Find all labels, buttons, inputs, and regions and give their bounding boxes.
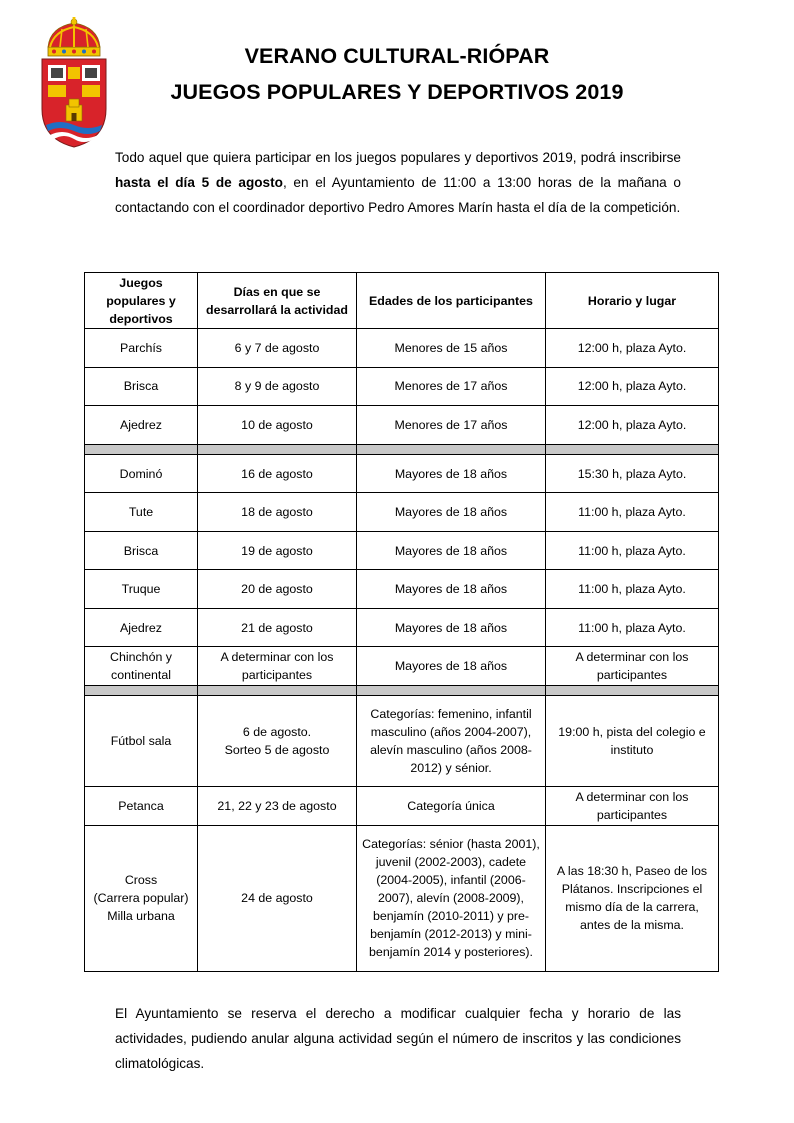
cell-dates: 21 de agosto	[198, 608, 357, 647]
cell-dates: 6 y 7 de agosto	[198, 329, 357, 368]
cell-ages: Mayores de 18 años	[357, 493, 546, 532]
separator-cell	[198, 685, 357, 695]
cell-dates: 19 de agosto	[198, 531, 357, 570]
table-row	[85, 570, 719, 609]
separator-cell	[357, 444, 546, 454]
table-separator-row	[85, 685, 719, 695]
cell-time-place: 12:00 h, plaza Ayto.	[546, 367, 719, 406]
cell-ages: Mayores de 18 años	[357, 531, 546, 570]
cell-ages: Mayores de 18 años	[357, 647, 546, 686]
intro-deadline: hasta el día 5 de agosto	[115, 175, 283, 190]
cell-ages: Mayores de 18 años	[357, 570, 546, 609]
intro-paragraph	[115, 145, 681, 220]
header-games: Juegos populares y deportivos	[85, 273, 198, 329]
cell-game: Chinchón y continental	[85, 647, 198, 686]
games-schedule-table	[84, 272, 719, 972]
cell-dates: 8 y 9 de agosto	[198, 367, 357, 406]
cell-ages: Menores de 17 años	[357, 367, 546, 406]
cell-dates: 6 de agosto. Sorteo 5 de agosto	[198, 696, 357, 787]
cell-dates: 10 de agosto	[198, 406, 357, 445]
separator-cell	[85, 685, 198, 695]
cell-ages: Categorías: sénior (hasta 2001), juvenil (2002-2003), cadete (2004-2005), infantil (2006-2007), alevín (2008-2009), benjamín (2010-2011) y pre-benjamín (2012-2013) y mini-benjamín 2014 y posteriores).	[357, 825, 546, 971]
separator-cell	[357, 685, 546, 695]
table-row	[85, 696, 719, 787]
table-row	[85, 406, 719, 445]
header-ages: Edades de los participantes	[357, 273, 546, 329]
table-row	[85, 493, 719, 532]
cell-game: Truque	[85, 570, 198, 609]
cell-time-place: 19:00 h, pista del colegio e instituto	[546, 696, 719, 787]
table-row	[85, 367, 719, 406]
table-separator-row	[85, 444, 719, 454]
cell-game: Brisca	[85, 531, 198, 570]
header-time-place: Horario y lugar	[546, 273, 719, 329]
cell-ages: Menores de 17 años	[357, 406, 546, 445]
cell-time-place: 12:00 h, plaza Ayto.	[546, 329, 719, 368]
cell-ages: Mayores de 18 años	[357, 454, 546, 493]
cell-time-place: 12:00 h, plaza Ayto.	[546, 406, 719, 445]
cell-time-place: 11:00 h, plaza Ayto.	[546, 570, 719, 609]
table-row	[85, 454, 719, 493]
disclaimer-paragraph: El Ayuntamiento se reserva el derecho a modificar cualquier fecha y horario de las actividades, pudiendo anular alguna actividad según el número de inscritos y las condiciones climatológicas.	[115, 1006, 681, 1071]
table-header-row	[85, 273, 719, 329]
cell-game: Fútbol sala	[85, 696, 198, 787]
cell-dates: 18 de agosto	[198, 493, 357, 532]
cell-ages: Categoría única	[357, 787, 546, 826]
cell-game: Cross (Carrera popular) Milla urbana	[85, 825, 198, 971]
table-row	[85, 531, 719, 570]
cell-time-place: 11:00 h, plaza Ayto.	[546, 493, 719, 532]
cell-time-place: A las 18:30 h, Paseo de los Plátanos. Inscripciones el mismo día de la carrera, antes de la misma.	[546, 825, 719, 971]
table-row	[85, 787, 719, 826]
cell-time-place: A determinar con los participantes	[546, 787, 719, 826]
page-title-line-2: JUEGOS POPULARES Y DEPORTIVOS 2019	[170, 80, 624, 104]
table-row	[85, 608, 719, 647]
cell-dates: 16 de agosto	[198, 454, 357, 493]
cell-dates: 21, 22 y 23 de agosto	[198, 787, 357, 826]
cell-ages: Menores de 15 años	[357, 329, 546, 368]
cell-game: Parchís	[85, 329, 198, 368]
cell-game: Brisca	[85, 367, 198, 406]
cell-dates: 20 de agosto	[198, 570, 357, 609]
cell-ages: Categorías: femenino, infantil masculino (años 2004-2007), alevín masculino (años 2008-2012) y sénior.	[357, 696, 546, 787]
cell-ages: Mayores de 18 años	[357, 608, 546, 647]
cell-game: Ajedrez	[85, 608, 198, 647]
separator-cell	[198, 444, 357, 454]
cell-game: Dominó	[85, 454, 198, 493]
cell-time-place: 15:30 h, plaza Ayto.	[546, 454, 719, 493]
table-row	[85, 647, 719, 686]
table-row	[85, 825, 719, 971]
cell-game: Tute	[85, 493, 198, 532]
cell-dates: A determinar con los participantes	[198, 647, 357, 686]
cell-game: Petanca	[85, 787, 198, 826]
separator-cell	[85, 444, 198, 454]
separator-cell	[546, 685, 719, 695]
intro-text-2: , en el Ayuntamiento de 11:00 a 13:00 horas de la mañana o contactando con el coordinador deportivo Pedro Amores Marín hasta el día de la competición.	[115, 175, 681, 215]
cell-time-place: A determinar con los participantes	[546, 647, 719, 686]
table-row	[85, 329, 719, 368]
separator-cell	[546, 444, 719, 454]
cell-time-place: 11:00 h, plaza Ayto.	[546, 608, 719, 647]
cell-game: Ajedrez	[85, 406, 198, 445]
intro-text-1: Todo aquel que quiera participar en los juegos populares y deportivos 2019, podrá inscribirse	[115, 150, 681, 165]
header-dates: Días en que se desarrollará la actividad	[198, 273, 357, 329]
cell-dates: 24 de agosto	[198, 825, 357, 971]
page-title-line-1: VERANO CULTURAL-RIÓPAR	[244, 44, 550, 68]
cell-time-place: 11:00 h, plaza Ayto.	[546, 531, 719, 570]
